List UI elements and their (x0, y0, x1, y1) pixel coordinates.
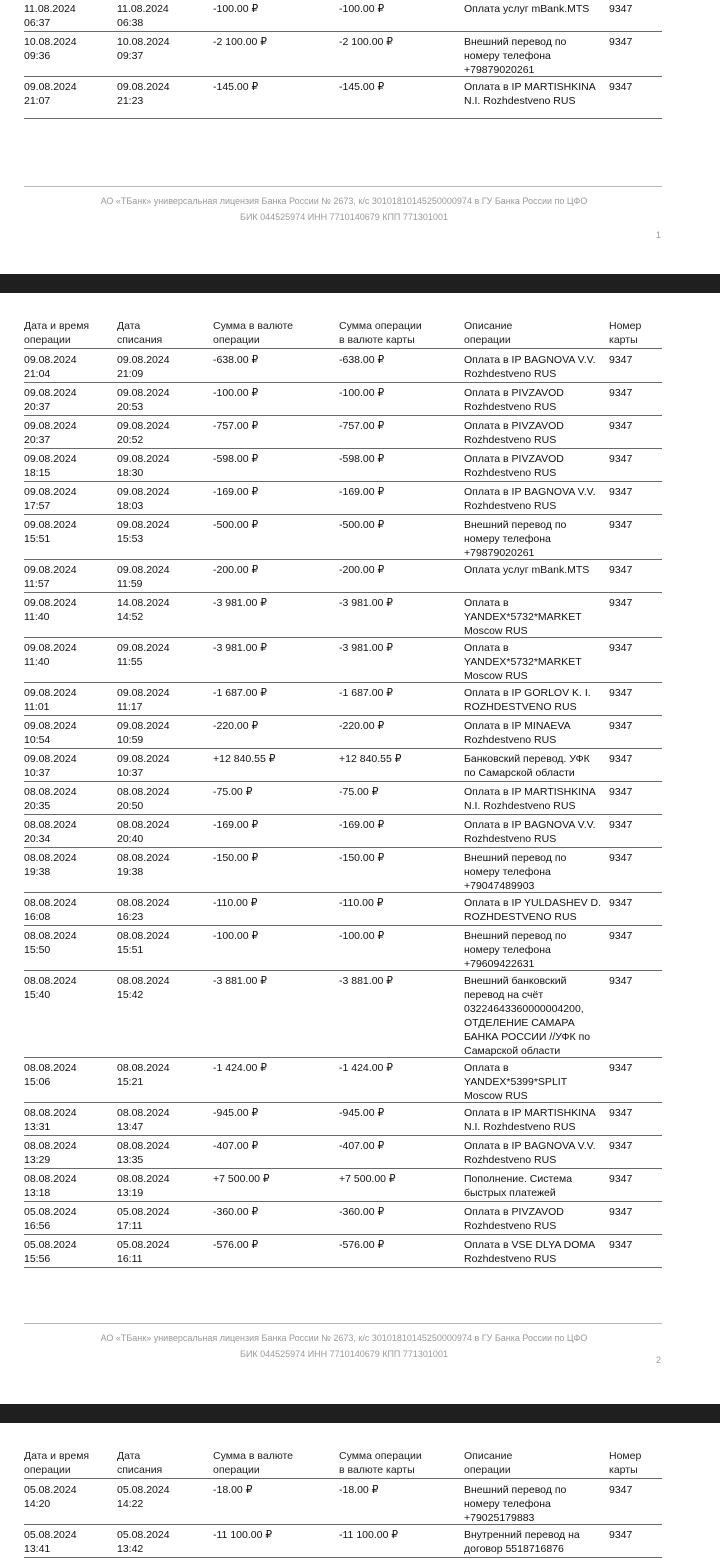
card-number-cell: 9347 (609, 486, 633, 498)
card-number-cell: 9347 (609, 786, 633, 798)
card-number-cell: 9347 (609, 81, 633, 93)
card-amount-cell: -638.00 ₽ (339, 354, 385, 366)
description-cell: Оплата в PIVZAVOD Rozhdestveno RUS (464, 387, 564, 413)
card-number-cell: 9347 (609, 975, 633, 987)
row-divider (24, 814, 662, 815)
description-cell: Оплата услуг mBank.MTS (464, 564, 590, 576)
op-datetime-cell: 08.08.2024 20:35 (24, 786, 77, 812)
card-number-cell: 9347 (609, 1140, 633, 1152)
amount-cell: -1 424.00 ₽ (213, 1062, 267, 1074)
op-datetime-cell: 09.08.2024 17:57 (24, 486, 77, 512)
card-number-cell: 9347 (609, 1062, 633, 1074)
amount-cell: -100.00 ₽ (213, 387, 259, 399)
row-divider (24, 892, 662, 893)
description-cell: Оплата в IP MARTISHKINA N.I. Rozhdestveno RUS (464, 81, 596, 107)
card-amount-cell: -100.00 ₽ (339, 3, 385, 15)
description-cell: Пополнение. Система быстрых платежей (464, 1173, 573, 1199)
footer-divider (24, 1323, 662, 1324)
card-number-cell: 9347 (609, 597, 633, 609)
description-cell: Оплата в PIVZAVOD Rozhdestveno RUS (464, 420, 564, 446)
card-amount-cell: -3 981.00 ₽ (339, 642, 393, 654)
footer-divider (24, 186, 662, 187)
row-divider (24, 1267, 662, 1268)
row-divider (24, 592, 662, 593)
description-cell: Внешний перевод по номеру телефона +79047489903 (464, 852, 567, 892)
card-amount-cell: -2 100.00 ₽ (339, 36, 393, 48)
description-cell: Внутренний перевод на договор 5518716876 (464, 1529, 580, 1555)
amount-cell: -100.00 ₽ (213, 3, 259, 15)
row-divider (24, 748, 662, 749)
amount-cell: -145.00 ₽ (213, 81, 259, 93)
description-cell: Оплата в IP MARTISHKINA N.I. Rozhdestveno RUS (464, 1107, 596, 1133)
card-number-cell: 9347 (609, 1173, 633, 1185)
footer-license-text: АО «ТБанк» универсальная лицензия Банка России № 2673, к/с 30101810145250000974 в ГУ Банка России по ЦФО (100, 196, 588, 206)
card-amount-cell: -757.00 ₽ (339, 420, 385, 432)
row-divider (24, 1168, 662, 1169)
row-divider (24, 448, 662, 449)
card-amount-cell: -18.00 ₽ (339, 1484, 379, 1496)
row-divider (24, 637, 662, 638)
card-number-cell: 9347 (609, 3, 633, 15)
description-cell: Оплата услуг mBank.MTS (464, 3, 590, 15)
column-header: Описание операции (464, 1450, 513, 1476)
op-datetime-cell: 09.08.2024 11:40 (24, 642, 77, 668)
card-number-cell: 9347 (609, 564, 633, 576)
amount-cell: -2 100.00 ₽ (213, 36, 267, 48)
debit-date-cell: 11.08.2024 06:38 (117, 3, 169, 29)
amount-cell: -150.00 ₽ (213, 852, 259, 864)
card-number-cell: 9347 (609, 753, 633, 765)
column-header: Дата списания (117, 320, 163, 346)
amount-cell: -598.00 ₽ (213, 453, 259, 465)
card-amount-cell: -169.00 ₽ (339, 486, 385, 498)
card-amount-cell: -598.00 ₽ (339, 453, 385, 465)
card-amount-cell: +7 500.00 ₽ (339, 1173, 396, 1185)
op-datetime-cell: 08.08.2024 15:50 (24, 930, 77, 956)
amount-cell: -3 981.00 ₽ (213, 597, 267, 609)
column-header: Сумма операции в валюте карты (339, 320, 422, 346)
header-divider (24, 348, 662, 349)
op-datetime-cell: 08.08.2024 13:18 (24, 1173, 77, 1199)
row-divider (24, 1201, 662, 1202)
card-number-cell: 9347 (609, 519, 633, 531)
op-datetime-cell: 08.08.2024 15:06 (24, 1062, 77, 1088)
row-divider (24, 1557, 662, 1558)
card-amount-cell: -3 981.00 ₽ (339, 597, 393, 609)
description-cell: Внешний перевод по номеру телефона +79025179883 (464, 1484, 567, 1524)
description-cell: Оплата в YANDEX*5732*MARKET Moscow RUS (464, 597, 582, 637)
card-amount-cell: -169.00 ₽ (339, 819, 385, 831)
debit-date-cell: 09.08.2024 18:30 (117, 453, 170, 479)
debit-date-cell: 09.08.2024 15:53 (117, 519, 170, 545)
card-amount-cell: -576.00 ₽ (339, 1239, 385, 1251)
row-divider (24, 715, 662, 716)
description-cell: Оплата в PIVZAVOD Rozhdestveno RUS (464, 1206, 564, 1232)
card-number-cell: 9347 (609, 1239, 633, 1251)
row-divider (24, 682, 662, 683)
amount-cell: -75.00 ₽ (213, 786, 253, 798)
debit-date-cell: 08.08.2024 20:40 (117, 819, 170, 845)
op-datetime-cell: 09.08.2024 21:07 (24, 81, 77, 107)
card-amount-cell: -150.00 ₽ (339, 852, 385, 864)
card-amount-cell: -407.00 ₽ (339, 1140, 385, 1152)
column-header: Дата и время операции (24, 1450, 90, 1476)
column-header: Дата и время операции (24, 320, 90, 346)
card-amount-cell: -11 100.00 ₽ (339, 1529, 399, 1541)
description-cell: Оплата в YANDEX*5399*SPLIT Moscow RUS (464, 1062, 568, 1102)
page-separator (0, 274, 720, 293)
op-datetime-cell: 09.08.2024 11:01 (24, 687, 77, 713)
page-number: 2 (656, 1355, 662, 1365)
description-cell: Внешний перевод по номеру телефона +79609422631 (464, 930, 567, 970)
description-cell: Оплата в IP YULDASHEV D. ROZHDESTVENO RUS (464, 897, 602, 923)
row-divider (24, 118, 662, 119)
op-datetime-cell: 05.08.2024 13:41 (24, 1529, 77, 1555)
column-header: Сумма в валюте операции (213, 1450, 294, 1476)
debit-date-cell: 05.08.2024 13:42 (117, 1529, 170, 1555)
op-datetime-cell: 09.08.2024 20:37 (24, 420, 77, 446)
card-amount-cell: -1 424.00 ₽ (339, 1062, 393, 1074)
row-divider (24, 559, 662, 560)
description-cell: Оплата в PIVZAVOD Rozhdestveno RUS (464, 453, 564, 479)
description-cell: Внешний банковский перевод на счёт 03224643360000004200, ОТДЕЛЕНИЕ САМАРА БАНКА РОССИИ //УФК по Самарской области (464, 975, 591, 1057)
amount-cell: -3 981.00 ₽ (213, 642, 267, 654)
card-number-cell: 9347 (609, 897, 633, 909)
debit-date-cell: 08.08.2024 20:50 (117, 786, 170, 812)
debit-date-cell: 05.08.2024 17:11 (117, 1206, 170, 1232)
footer-license-text: АО «ТБанк» универсальная лицензия Банка России № 2673, к/с 30101810145250000974 в ГУ Банка России по ЦФО (100, 1333, 588, 1343)
amount-cell: -200.00 ₽ (213, 564, 259, 576)
card-amount-cell: -3 881.00 ₽ (339, 975, 393, 987)
card-number-cell: 9347 (609, 36, 633, 48)
row-divider (24, 1234, 662, 1235)
amount-cell: -169.00 ₽ (213, 819, 259, 831)
row-divider (24, 382, 662, 383)
card-number-cell: 9347 (609, 1529, 633, 1541)
amount-cell: -757.00 ₽ (213, 420, 259, 432)
op-datetime-cell: 09.08.2024 11:57 (24, 564, 77, 590)
debit-date-cell: 09.08.2024 20:53 (117, 387, 170, 413)
op-datetime-cell: 08.08.2024 13:29 (24, 1140, 77, 1166)
description-cell: Оплата в IP BAGNOVA V.V. Rozhdestveno RUS (464, 354, 596, 380)
card-amount-cell: +12 840.55 ₽ (339, 753, 402, 765)
amount-cell: -576.00 ₽ (213, 1239, 259, 1251)
card-amount-cell: -500.00 ₽ (339, 519, 385, 531)
column-header: Номер карты (609, 320, 642, 346)
card-amount-cell: -945.00 ₽ (339, 1107, 385, 1119)
row-divider (24, 1524, 662, 1525)
debit-date-cell: 09.08.2024 18:03 (117, 486, 170, 512)
op-datetime-cell: 09.08.2024 10:54 (24, 720, 77, 746)
row-divider (24, 514, 662, 515)
card-number-cell: 9347 (609, 930, 633, 942)
header-divider (24, 1478, 662, 1479)
debit-date-cell: 08.08.2024 13:47 (117, 1107, 170, 1133)
card-number-cell: 9347 (609, 1206, 633, 1218)
op-datetime-cell: 09.08.2024 15:51 (24, 519, 77, 545)
amount-cell: +7 500.00 ₽ (213, 1173, 270, 1185)
amount-cell: -3 881.00 ₽ (213, 975, 267, 987)
row-divider (24, 847, 662, 848)
debit-date-cell: 09.08.2024 21:09 (117, 354, 170, 380)
op-datetime-cell: 05.08.2024 14:20 (24, 1484, 77, 1510)
op-datetime-cell: 05.08.2024 16:56 (24, 1206, 77, 1232)
card-amount-cell: -100.00 ₽ (339, 930, 385, 942)
card-amount-cell: -360.00 ₽ (339, 1206, 385, 1218)
debit-date-cell: 08.08.2024 19:38 (117, 852, 170, 878)
op-datetime-cell: 09.08.2024 18:15 (24, 453, 77, 479)
debit-date-cell: 09.08.2024 21:23 (117, 81, 170, 107)
debit-date-cell: 09.08.2024 10:37 (117, 753, 170, 779)
op-datetime-cell: 05.08.2024 15:56 (24, 1239, 77, 1265)
amount-cell: -945.00 ₽ (213, 1107, 259, 1119)
description-cell: Оплата в IP GORLOV K. I. ROZHDESTVENO RUS (464, 687, 591, 713)
page-number: 1 (656, 230, 662, 240)
description-cell: Оплата в VSE DLYA DOMA Rozhdestveno RUS (464, 1239, 596, 1265)
amount-cell: -169.00 ₽ (213, 486, 259, 498)
description-cell: Оплата в IP BAGNOVA V.V. Rozhdestveno RUS (464, 486, 596, 512)
card-amount-cell: -100.00 ₽ (339, 387, 385, 399)
op-datetime-cell: 09.08.2024 10:37 (24, 753, 77, 779)
debit-date-cell: 10.08.2024 09:37 (117, 36, 170, 62)
debit-date-cell: 09.08.2024 20:52 (117, 420, 170, 446)
statement-page (0, 293, 720, 1404)
description-cell: Банковский перевод. УФК по Самарской области (464, 753, 590, 779)
description-cell: Внешний перевод по номеру телефона +79879020261 (464, 36, 567, 76)
description-cell: Оплата в YANDEX*5732*MARKET Moscow RUS (464, 642, 582, 682)
card-number-cell: 9347 (609, 642, 633, 654)
statement-page (0, 1423, 720, 1560)
amount-cell: +12 840.55 ₽ (213, 753, 276, 765)
column-header: Дата списания (117, 1450, 163, 1476)
row-divider (24, 415, 662, 416)
card-number-cell: 9347 (609, 420, 633, 432)
debit-date-cell: 14.08.2024 14:52 (117, 597, 170, 623)
debit-date-cell: 08.08.2024 15:51 (117, 930, 170, 956)
amount-cell: -18.00 ₽ (213, 1484, 253, 1496)
op-datetime-cell: 09.08.2024 21:04 (24, 354, 77, 380)
row-divider (24, 1102, 662, 1103)
row-divider (24, 781, 662, 782)
row-divider (24, 1057, 662, 1058)
footer-bank-details: БИК 044525974 ИНН 7710140679 КПП 771301001 (240, 1349, 448, 1359)
card-number-cell: 9347 (609, 1484, 633, 1496)
debit-date-cell: 08.08.2024 15:21 (117, 1062, 170, 1088)
description-cell: Внешний перевод по номеру телефона +79879020261 (464, 519, 567, 559)
row-divider (24, 481, 662, 482)
debit-date-cell: 05.08.2024 14:22 (117, 1484, 170, 1510)
page-separator (0, 1404, 720, 1423)
amount-cell: -100.00 ₽ (213, 930, 259, 942)
card-number-cell: 9347 (609, 819, 633, 831)
row-divider (24, 76, 662, 77)
op-datetime-cell: 11.08.2024 06:37 (24, 3, 76, 29)
debit-date-cell: 09.08.2024 11:55 (117, 642, 170, 668)
amount-cell: -407.00 ₽ (213, 1140, 259, 1152)
op-datetime-cell: 10.08.2024 09:36 (24, 36, 77, 62)
card-amount-cell: -75.00 ₽ (339, 786, 379, 798)
footer-bank-details: БИК 044525974 ИНН 7710140679 КПП 771301001 (240, 212, 448, 222)
row-divider (24, 970, 662, 971)
amount-cell: -638.00 ₽ (213, 354, 259, 366)
description-cell: Оплата в IP MINAEVA Rozhdestveno RUS (464, 720, 571, 746)
op-datetime-cell: 08.08.2024 19:38 (24, 852, 77, 878)
card-number-cell: 9347 (609, 720, 633, 732)
card-number-cell: 9347 (609, 687, 633, 699)
row-divider (24, 31, 662, 32)
debit-date-cell: 09.08.2024 11:17 (117, 687, 170, 713)
debit-date-cell: 05.08.2024 16:11 (117, 1239, 170, 1265)
op-datetime-cell: 08.08.2024 20:34 (24, 819, 77, 845)
card-amount-cell: -1 687.00 ₽ (339, 687, 393, 699)
card-amount-cell: -200.00 ₽ (339, 564, 385, 576)
description-cell: Оплата в IP BAGNOVA V.V. Rozhdestveno RUS (464, 819, 596, 845)
card-number-cell: 9347 (609, 387, 633, 399)
debit-date-cell: 08.08.2024 13:35 (117, 1140, 170, 1166)
card-number-cell: 9347 (609, 1107, 633, 1119)
column-header: Сумма операции в валюте карты (339, 1450, 422, 1476)
amount-cell: -360.00 ₽ (213, 1206, 259, 1218)
debit-date-cell: 08.08.2024 13:19 (117, 1173, 170, 1199)
debit-date-cell: 08.08.2024 15:42 (117, 975, 170, 1001)
op-datetime-cell: 08.08.2024 15:40 (24, 975, 77, 1001)
amount-cell: -110.00 ₽ (213, 897, 258, 909)
debit-date-cell: 09.08.2024 10:59 (117, 720, 170, 746)
card-amount-cell: -220.00 ₽ (339, 720, 385, 732)
column-header: Сумма в валюте операции (213, 320, 294, 346)
amount-cell: -11 100.00 ₽ (213, 1529, 273, 1541)
amount-cell: -500.00 ₽ (213, 519, 259, 531)
column-header: Описание операции (464, 320, 513, 346)
card-number-cell: 9347 (609, 354, 633, 366)
row-divider (24, 925, 662, 926)
card-amount-cell: -145.00 ₽ (339, 81, 385, 93)
card-number-cell: 9347 (609, 453, 633, 465)
row-divider (24, 1135, 662, 1136)
debit-date-cell: 08.08.2024 16:23 (117, 897, 170, 923)
op-datetime-cell: 09.08.2024 20:37 (24, 387, 77, 413)
op-datetime-cell: 08.08.2024 13:31 (24, 1107, 77, 1133)
card-number-cell: 9347 (609, 852, 633, 864)
description-cell: Оплата в IP MARTISHKINA N.I. Rozhdestveno RUS (464, 786, 596, 812)
debit-date-cell: 09.08.2024 11:59 (117, 564, 170, 590)
amount-cell: -1 687.00 ₽ (213, 687, 267, 699)
op-datetime-cell: 08.08.2024 16:08 (24, 897, 77, 923)
op-datetime-cell: 09.08.2024 11:40 (24, 597, 77, 623)
statement-page (0, 0, 720, 274)
column-header: Номер карты (609, 1450, 642, 1476)
amount-cell: -220.00 ₽ (213, 720, 259, 732)
description-cell: Оплата в IP BAGNOVA V.V. Rozhdestveno RUS (464, 1140, 596, 1166)
card-amount-cell: -110.00 ₽ (339, 897, 384, 909)
